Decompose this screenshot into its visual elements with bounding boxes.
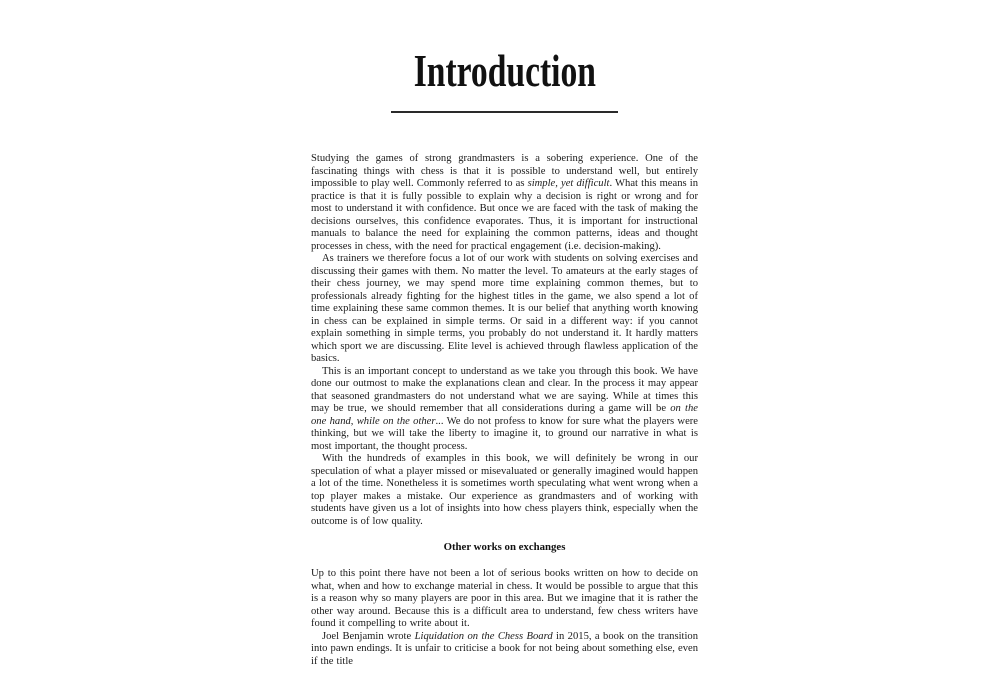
italic-text-run: on the one hand, while on the other [311, 403, 698, 427]
paragraph [311, 568, 698, 631]
text-run: ... We do not profess to know for sure what the players were thinking, but we will take the liberty to imagine it, to ground our narrative in what is most important, the thought process. [311, 415, 698, 452]
title-divider [391, 111, 618, 113]
paragraph [311, 153, 698, 253]
paragraph [311, 366, 698, 454]
paragraph [311, 253, 698, 366]
section [311, 153, 698, 528]
text-run: As trainers we therefore focus a lot of our work with students on solving exercises and discussing their games with them. No matter the level. To amateurs at the early stages of their chess journey, we may spend more time explaining common themes, but to professionals already fighting for the highest titles in the game, we also spend a lot of time explaining these same common themes. It is our belief that anything worth knowing in chess can be explained in simple terms. Or said in a different way: if you cannot explain something in simple terms, you probably do not understand it. It hardly matters which sport we are discussing. Elite level is achieved through flawless application of the basics. [311, 253, 698, 364]
italic-text-run: simple, yet difficult [527, 178, 610, 189]
text-run: Joel Benjamin wrote [322, 630, 415, 642]
text-run: This is an important concept to understand as we take you through this book. We have done our outmost to make the explanations clean and clear. In the process it may appear that seasoned grandmasters do not understand what we are saying. While at times this may be true, we should remember that all considerations during a game will be [311, 365, 698, 414]
text-run: Studying the games of strong grandmasters is a sobering experience. One of the fascinating things with chess is that it is possible to understand well, but entirely impossible to play well. Commonly referred to as [311, 153, 698, 189]
paragraph [311, 453, 698, 528]
text-run: Up to this point there have not been a lot of serious books written on how to decide on what, when and how to exchange material in chess. It would be possible to argue that this is a reason why so many players are poor in this area. But we imagine that it is rather the other way around. Because this is a difficult area to understand, few chess writers have found it compelling to write about it. [311, 568, 698, 629]
text-run: With the hundreds of examples in this book, we will definitely be wrong in our speculation of what a player missed or misevaluated or generally imagined would happen a lot of the time. Nonetheless it is sometimes worth speculating what went wrong when a top player makes a mistake. Our experience as grandmasters and of working with students have given us a lot of insights into how chess players think, especially when the outcome is of low quality. [311, 453, 698, 527]
italic-text-run: Liquidation on the Chess Board [414, 630, 553, 642]
text-run: in 2015, a book on the transition into pawn endings. It is unfair to criticise a book for not being about something else, even if the title [311, 630, 698, 667]
paragraph [311, 631, 698, 669]
body-text [311, 153, 698, 668]
page-title: Introduction [413, 45, 596, 96]
section [311, 541, 698, 668]
section-heading: Other works on exchanges [443, 541, 566, 553]
page-header [311, 45, 698, 113]
text-run: . What this means in practice is that it is fully possible to explain why a decision is right or wrong and for most to understand it with confidence. But once we are faced with the task of making the decisions ourselves, this confidence evaporates. Thus, it is important for instructional manuals to balance the need for explaining the common patterns, ideas and thought processes in chess, with the need for practical engagement (i.e. decision-making). [311, 178, 699, 252]
